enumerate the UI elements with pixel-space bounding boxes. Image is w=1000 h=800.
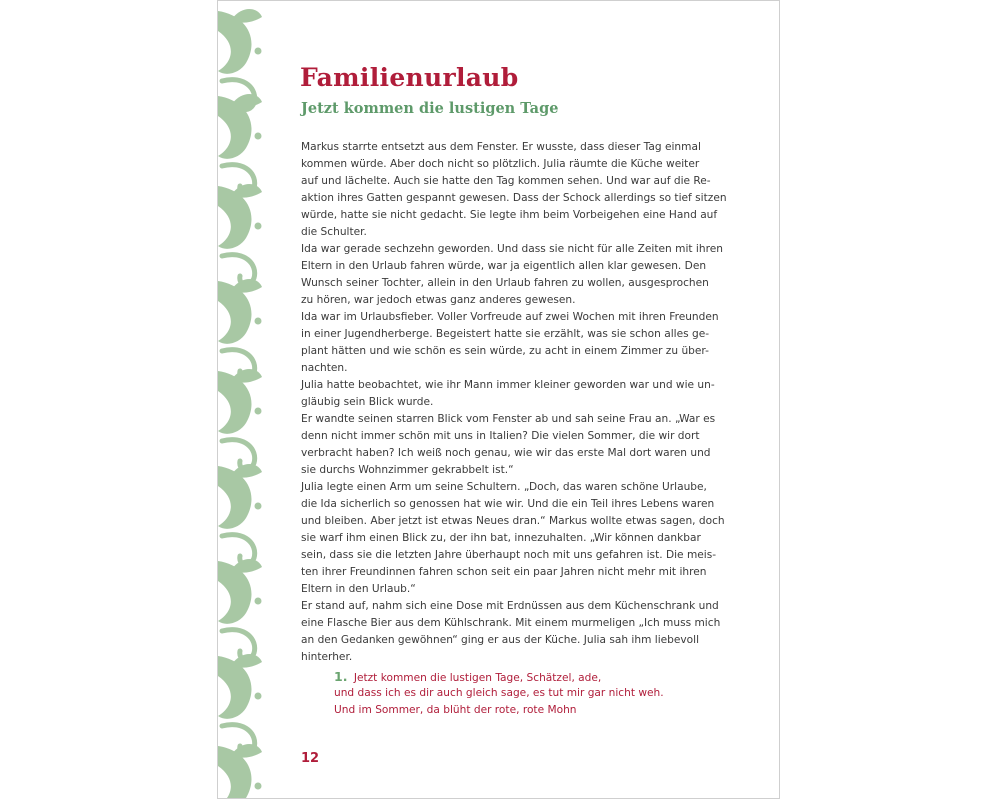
floral-ornament-icon [218,1,278,799]
body-line: Er stand auf, nahm sich eine Dose mit Erdnüssen aus dem Küchenschrank und [301,600,719,612]
verse-line: und dass ich es dir auch gleich sage, es tut mir gar nicht weh. [334,687,664,699]
body-line: Er wandte seinen starren Blick vom Fenster ab und sah seine Frau an. „War es [301,413,716,425]
body-line: und bleiben. Aber jetzt ist etwas Neues dran.“ Markus wollte etwas sagen, doch [301,515,725,527]
song-verse [334,668,664,719]
body-line: in einer Jugendherberge. Begeistert hatte sie erzählt, was sie schon alles ge- [301,328,710,340]
body-line: Julia legte einen Arm um seine Schultern. „Doch, das waren schöne Urlaube, [301,481,707,493]
book-page [217,0,780,799]
body-line: hinterher. [301,651,353,663]
verse-line [334,668,664,685]
body-line: zu hören, war jedoch etwas ganz anderes gewesen. [301,294,576,306]
body-line: denn nicht immer schön mit uns in Italien? Die vielen Sommer, die wir dort [301,430,700,442]
body-line: plant hätten und wie schön es sein würde, zu acht in einem Zimmer zu über- [301,345,709,357]
body-line: ten ihrer Freundinnen fahren schon seit ein paar Jahren nicht mehr mit ihren [301,566,707,578]
body-line: Ida war gerade sechzehn geworden. Und dass sie nicht für alle Zeiten mit ihren [301,243,723,255]
body-line: würde, hatte sie nicht gedacht. Sie legte ihm beim Vorbeigehen eine Hand auf [301,209,718,221]
body-line: Julia hatte beobachtet, wie ihr Mann immer kleiner geworden war und wie un- [301,379,715,391]
body-line: nachten. [301,362,348,374]
body-line: eine Flasche Bier aus dem Kühlschrank. Mit einem murmeligen „Ich muss mich [301,617,721,629]
page-number: 12 [301,751,320,766]
body-line: Eltern in den Urlaub fahren würde, war ja eigentlich allen klar gewesen. Den [301,260,707,272]
body-line: gläubig sein Blick wurde. [301,396,434,408]
verse-text: Jetzt kommen die lustigen Tage, Schätzel, ade, [353,672,602,684]
body-line: die Ida sicherlich so genossen hat wie wir. Und die ein Teil ihres Lebens waren [301,498,715,510]
body-line: Wunsch seiner Tochter, allein in den Urlaub fahren zu wollen, ausgesprochen [301,277,709,289]
verse-number: 1. [334,669,348,684]
body-line: sie durchs Wohnzimmer gekrabbelt ist.“ [301,464,514,476]
body-line: sein, dass sie die letzten Jahre überhaupt noch mit uns gefahren ist. Die meis- [301,549,717,561]
body-line: die Schulter. [301,226,367,238]
chapter-subtitle: Jetzt kommen die lustigen Tage [301,100,559,117]
body-line: auf und lächelte. Auch sie hatte den Tag kommen sehen. Und war auf die Re- [301,175,711,187]
body-line: kommen würde. Aber doch nicht so plötzlich. Julia räumte die Küche weiter [301,158,700,170]
body-line: Markus starrte entsetzt aus dem Fenster. Er wusste, dass dieser Tag einmal [301,141,701,153]
body-line: an den Gedanken gewöhnen“ ging er aus der Küche. Julia sah ihm liebevoll [301,634,700,646]
chapter-title: Familienurlaub [300,63,519,92]
body-line: sie warf ihm einen Blick zu, der ihn bat, innezuhalten. „Wir können dankbar [301,532,701,544]
verse-line: Und im Sommer, da blüht der rote, rote Mohn [334,704,577,716]
body-line: Ida war im Urlaubsfieber. Voller Vorfreude auf zwei Wochen mit ihren Freunden [301,311,719,323]
body-line: verbracht haben? Ich weiß noch genau, wie wir das erste Mal dort waren und [301,447,711,459]
body-line: aktion ihres Gatten gespannt gewesen. Dass der Schock allerdings so tief sitzen [301,192,727,204]
body-line: Eltern in den Urlaub.“ [301,583,416,595]
body-text [301,139,727,666]
